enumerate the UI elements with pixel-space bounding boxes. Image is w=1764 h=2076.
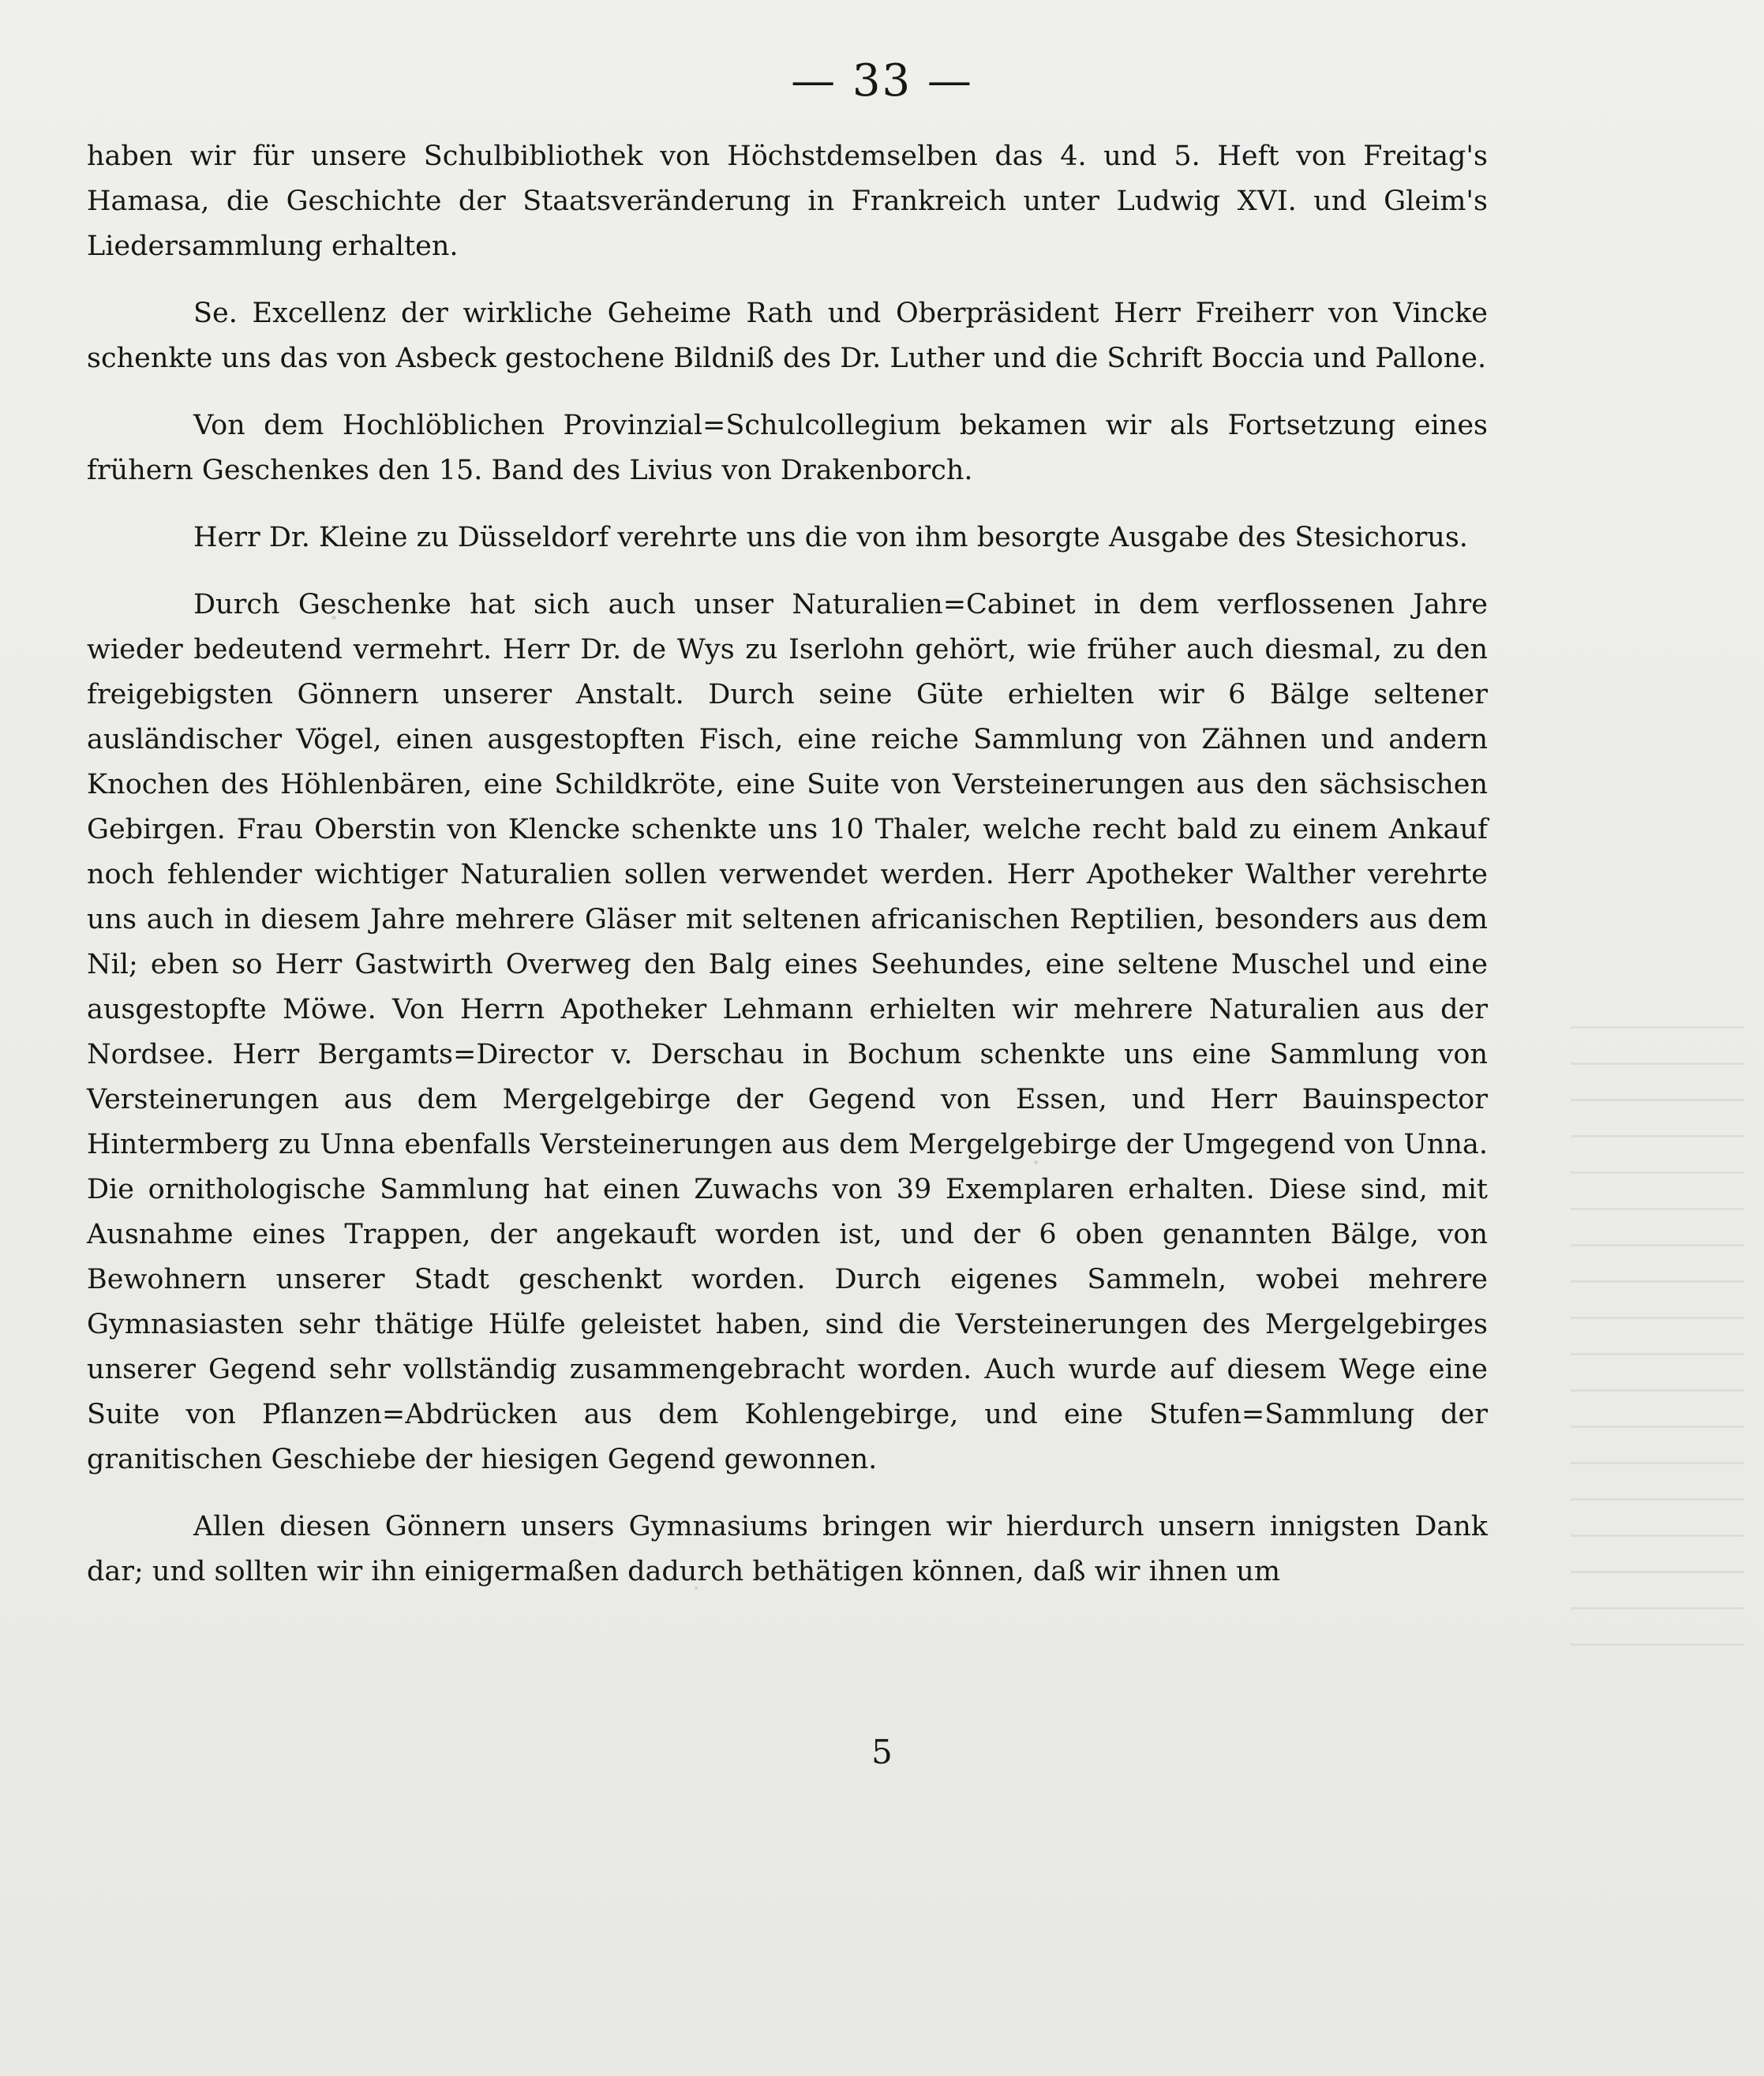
- paragraph-schulcollegium: Von dem Hochlöblichen Provinzial=Schulcollegium bekamen wir als Fortsetzung eines frühern Geschenkes den 15. Band des Livius von Drakenborch.: [87, 410, 1488, 486]
- body-text: [87, 134, 1488, 1594]
- paragraph-vincke: Se. Excellenz der wirkliche Geheime Rath und Oberpräsident Herr Freiherr von Vincke schenkte uns das von Asbeck gestochene Bildniß des Dr. Luther und die Schrift Boccia und Pallone.: [87, 298, 1488, 374]
- page-number-header: — 33 —: [791, 55, 973, 107]
- paragraph-continuation: haben wir für unsere Schulbibliothek von Höchstdemselben das 4. und 5. Heft von Freitag's Hamasa, die Geschichte der Staatsveränderung in Frankreich unter Ludwig XVI. und Gleim's Liedersammlung erhalten.: [87, 141, 1488, 262]
- paragraph-dank: Allen diesen Gönnern unsers Gymnasiums bringen wir hierdurch unsern innigsten Dank dar; und sollten wir ihn einigermaßen dadurch bethätigen können, daß wir ihnen um: [87, 1511, 1488, 1587]
- bleed-through-shadow: [1571, 1026, 1744, 1658]
- signature-mark: 5: [871, 1733, 893, 1771]
- paragraph-naturalien-cabinet: Durch Geschenke hat sich auch unser Naturalien=Cabinet in dem verflossenen Jahre wieder bedeutend vermehrt. Herr Dr. de Wys zu Iserlohn gehört, wie früher auch diesmal, zu den freigebigsten Gönnern unserer Anstalt. Durch seine Güte erhielten wir 6 Bälge seltener ausländischer Vögel, einen ausgestopften Fisch, eine reiche Sammlung von Zähnen und andern Knochen des Höhlenbären, eine Schildkröte, eine Suite von Versteinerungen aus den sächsischen Gebirgen. Frau Oberstin von Klencke schenkte uns 10 Thaler, welche recht bald zu einem Ankauf noch fehlender wichtiger Naturalien sollen verwendet werden. Herr Apotheker Walther verehrte uns auch in diesem Jahre mehrere Gläser mit seltenen africanischen Reptilien, besonders aus dem Nil; eben so Herr Gastwirth Overweg den Balg eines Seehundes, eine seltene Muschel und eine ausgestopfte Möwe. Von Herrn Apotheker Lehmann erhielten wir mehrere Naturalien aus der Nordsee. Herr Bergamts=Director v. Derschau in Bochum schenkte uns eine Sammlung von Versteinerungen aus dem Mergelgebirge der Gegend von Essen, und Herr Bauinspector Hintermberg zu Unna ebenfalls Versteinerungen aus dem Mergelgebirge der Umgegend von Unna. Die ornithologische Sammlung hat einen Zuwachs von 39 Exemplaren erhalten. Diese sind, mit Ausnahme eines Trappen, der angekauft worden ist, und der 6 oben genannten Bälge, von Bewohnern unserer Stadt geschenkt worden. Durch eigenes Sammeln, wobei mehrere Gymnasiasten sehr thätige Hülfe geleistet haben, sind die Versteinerungen des Mergelgebirges unserer Gegend sehr vollständig zusammengebracht worden. Auch wurde auf diesem Wege eine Suite von Pflanzen=Abdrücken aus dem Kohlengebirge, und eine Stufen=Sammlung der granitischen Geschiebe der hiesigen Gegend gewonnen.: [87, 589, 1488, 1475]
- paragraph-kleine: Herr Dr. Kleine zu Düsseldorf verehrte uns die von ihm besorgte Ausgabe des Stesichorus.: [193, 522, 1468, 553]
